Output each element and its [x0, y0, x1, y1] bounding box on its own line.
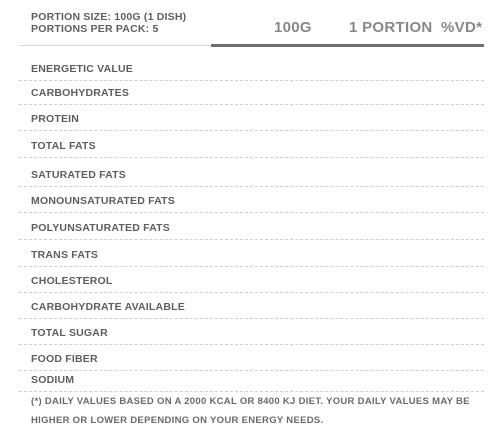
nutrient-label: CARBOHYDRATES	[31, 87, 130, 99]
header-divider-left	[19, 45, 211, 46]
nutrient-row-polyunsaturated-fats	[19, 218, 484, 240]
nutrient-row-monounsaturated-fats	[19, 191, 484, 213]
nutrient-label: TRANS FATS	[31, 249, 99, 261]
row-divider	[19, 130, 484, 131]
nutrient-row-total-sugar	[19, 323, 484, 345]
row-divider	[19, 186, 484, 187]
nutrient-row-energetic-value	[19, 59, 484, 81]
nutrient-label: POLYUNSATURATED FATS	[31, 222, 170, 234]
nutrient-label: FOOD FIBER	[31, 353, 98, 365]
row-divider	[19, 104, 484, 105]
daily-values-footnote: (*) DAILY VALUES BASED ON A 2000 KCAL OR 8400 KJ DIET. YOUR DAILY VALUES MAY BE HIGHER OR LOWER DEPENDING ON YOUR ENERGY NEEDS.	[31, 396, 470, 426]
row-divider	[19, 344, 484, 345]
row-divider	[19, 239, 484, 240]
column-header-100g: 100G	[274, 19, 312, 36]
nutrient-label: PROTEIN	[31, 113, 80, 125]
nutrient-row-sodium	[19, 370, 484, 392]
nutrient-row-saturated-fats	[19, 165, 484, 187]
nutrient-row-protein	[19, 109, 484, 131]
row-divider	[19, 318, 484, 319]
nutrient-label: TOTAL SUGAR	[31, 327, 108, 339]
row-divider	[19, 292, 484, 293]
nutrient-row-cholesterol	[19, 271, 484, 293]
column-header-vd: %VD*	[441, 19, 483, 36]
nutrient-label: SATURATED FATS	[31, 169, 126, 181]
nutrient-row-food-fiber	[19, 349, 484, 371]
nutrient-label: CARBOHYDRATE AVAILABLE	[31, 301, 185, 313]
row-divider	[19, 157, 484, 158]
portions-per-pack: PORTIONS PER PACK: 5	[31, 23, 159, 35]
column-header-portion: 1 PORTION	[349, 19, 433, 36]
nutrient-label: TOTAL FATS	[31, 140, 96, 152]
nutrient-label: CHOLESTEROL	[31, 275, 113, 287]
row-divider	[19, 266, 484, 267]
nutrient-label: MONOUNSATURATED FATS	[31, 195, 175, 207]
header-divider-right	[211, 44, 484, 47]
row-divider	[19, 212, 484, 213]
nutrient-row-total-fats	[19, 136, 484, 158]
portion-size: PORTION SIZE: 100G (1 DISH)	[31, 11, 187, 23]
nutrient-label: ENERGETIC VALUE	[31, 63, 133, 75]
nutrient-label: SODIUM	[31, 374, 75, 386]
row-divider	[19, 80, 484, 81]
nutrient-row-carbohydrates	[19, 83, 484, 105]
nutrient-row-carbohydrate-available	[19, 297, 484, 319]
portion-info	[31, 11, 186, 35]
nutrient-row-trans-fats	[19, 245, 484, 267]
